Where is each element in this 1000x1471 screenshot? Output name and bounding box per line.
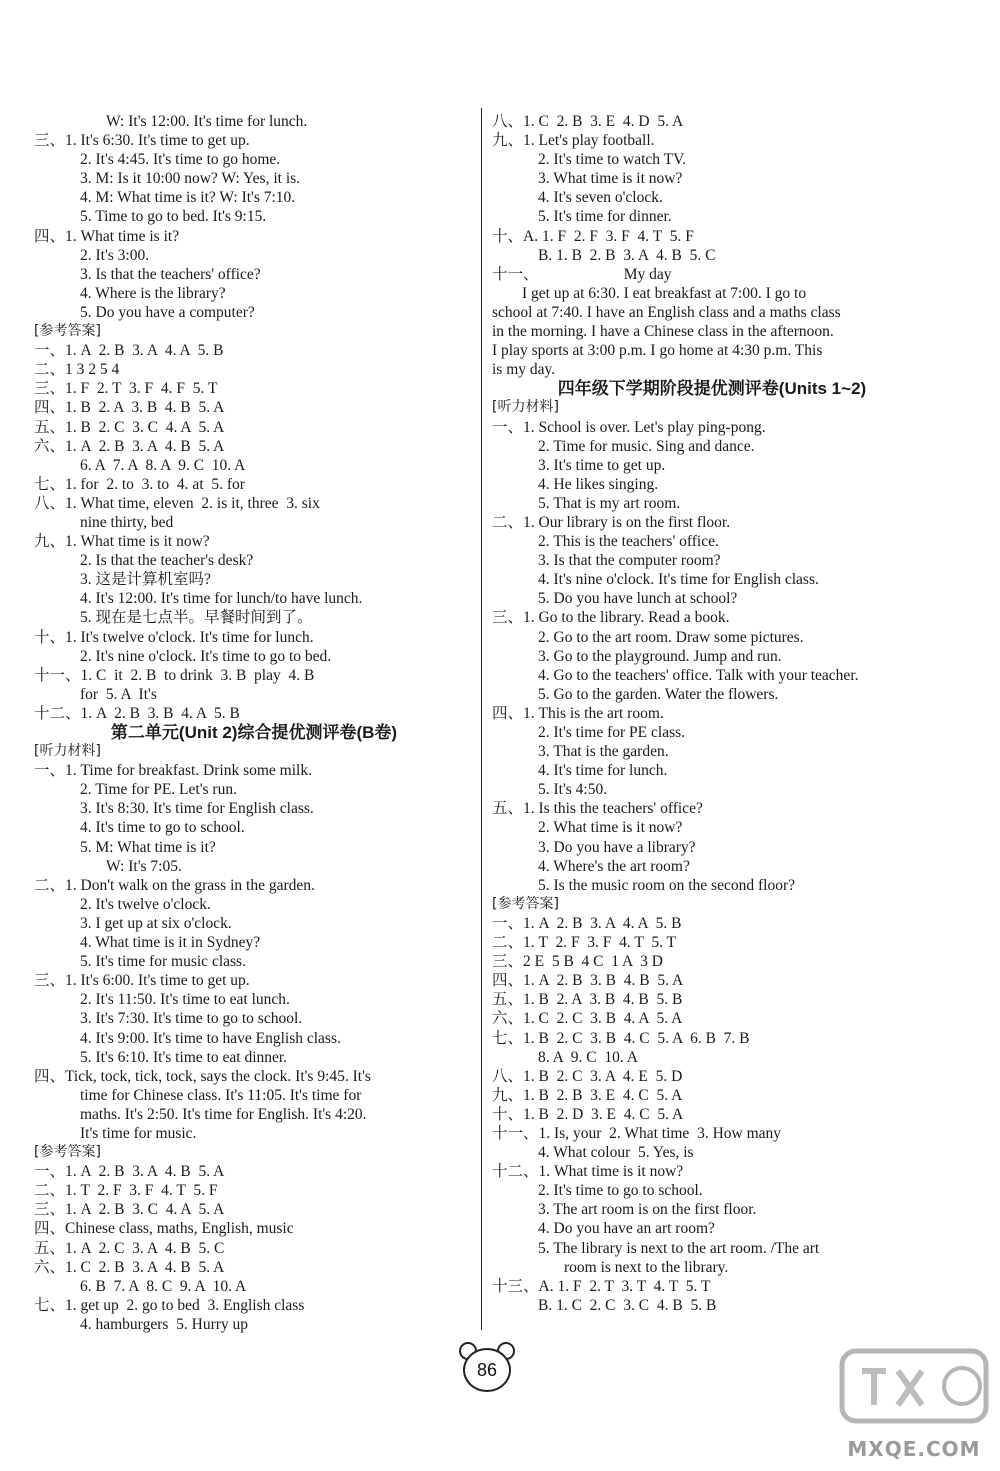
right-column xyxy=(492,112,932,1315)
right-column-line: 十二、1. What time is it now? xyxy=(492,1163,684,1181)
left-column-line: 六、1. C 2. B 3. A 4. B 5. A xyxy=(34,1258,225,1276)
right-column-line: 四、1. A 2. B 3. B 4. B 5. A xyxy=(492,972,684,990)
right-column-line: 3. The art room is on the first floor. xyxy=(538,1201,757,1219)
right-column-line: 3. Do you have a library? xyxy=(538,838,696,856)
right-column-line: 5. It's time for dinner. xyxy=(538,208,672,226)
right-column-line: 3. Is that the computer room? xyxy=(538,552,721,570)
right-column-line: 八、1. B 2. C 3. A 4. E 5. D xyxy=(492,1067,683,1085)
left-column-line: It's time for music. xyxy=(80,1124,197,1142)
left-column-line: 七、1. get up 2. go to bed 3. English class xyxy=(34,1296,305,1314)
right-column-line: 五、1. B 2. A 3. B 4. B 5. B xyxy=(492,991,683,1009)
left-column-line: 6. B 7. A 8. C 9. A 10. A xyxy=(80,1277,247,1295)
left-column-line: 3. Is that the teachers' office? xyxy=(80,265,261,283)
left-column-line: time for Chinese class. It's 11:05. It's time for xyxy=(80,1086,362,1104)
left-column-line: 2. Is that the teacher's desk? xyxy=(80,552,254,570)
right-column-line: 3. That is the garden. xyxy=(538,743,669,761)
right-column-line: 2. Time for music. Sing and dance. xyxy=(538,437,755,455)
left-column-line: 五、1. A 2. C 3. A 4. B 5. C xyxy=(34,1239,225,1257)
left-column-line: 四、Chinese class, maths, English, music xyxy=(34,1220,294,1238)
left-column-line: 5. It's time for music class. xyxy=(80,953,246,971)
left-column-line: 6. A 7. A 8. A 9. C 10. A xyxy=(80,456,246,474)
right-column-line: 5. Do you have lunch at school? xyxy=(538,590,738,608)
right-column-line: 一、1. A 2. B 3. A 4. A 5. B xyxy=(492,914,682,932)
right-column-line: 三、2 E 5 B 4 C 1 A 3 D xyxy=(492,953,663,971)
left-column-line: 3. I get up at six o'clock. xyxy=(80,914,232,932)
right-column-line: 一、1. School is over. Let's play ping-pong. xyxy=(492,418,766,436)
left-column-line: 五、1. B 2. C 3. C 4. A 5. A xyxy=(34,418,225,436)
right-column-line: 2. It's time for PE class. xyxy=(538,724,686,741)
right-column-line: in the morning. I have a Chinese class in the afternoon. xyxy=(492,323,834,341)
right-column-line: 2. Go to the art room. Draw some pictures. xyxy=(538,628,804,646)
left-column-line: 2. It's 3:00. xyxy=(80,246,150,264)
watermark-text: MXQE.COM xyxy=(847,1437,981,1461)
watermark-logo-icon xyxy=(834,1341,994,1436)
right-column-line: 四年级下学期阶段提优测评卷(Units 1~2) xyxy=(557,379,867,399)
left-column-line: 七、1. for 2. to 3. to 4. at 5. for xyxy=(34,475,245,493)
left-column xyxy=(34,112,474,1334)
left-column-line: 3. 这是计算机室吗? xyxy=(80,571,211,589)
left-column-line: 三、1. It's 6:00. It's time to get up. xyxy=(34,972,250,990)
right-column-line: 七、1. B 2. C 3. B 4. C 5. A 6. B 7. B xyxy=(492,1029,750,1047)
right-column-line: [听力材料] xyxy=(492,399,559,416)
column-divider xyxy=(481,108,482,1330)
left-column-line: W: It's 12:00. It's time for lunch. xyxy=(106,113,308,130)
left-column-line: 一、1. A 2. B 3. A 4. B 5. A xyxy=(34,1163,225,1181)
left-column-line: 二、1. T 2. F 3. F 4. T 5. F xyxy=(34,1182,218,1200)
right-column-line: 九、1. B 2. B 3. E 4. C 5. A xyxy=(492,1086,683,1104)
left-column-line: 一、1. Time for breakfast. Drink some milk. xyxy=(34,762,312,780)
left-column-line: 2. Time for PE. Let's run. xyxy=(80,781,237,799)
left-column-line: for 5. A It's xyxy=(80,685,157,703)
page-number-badge xyxy=(455,1340,517,1396)
left-column-line: 四、1. B 2. A 3. B 4. B 5. A xyxy=(34,399,225,417)
right-column-line: 二、1. Our library is on the first floor. xyxy=(492,513,731,531)
left-column-line: 十二、1. A 2. B 3. B 4. A 5. B xyxy=(34,704,240,722)
right-column-line: 3. Go to the playground. Jump and run. xyxy=(538,647,782,665)
left-column-line: nine thirty, bed xyxy=(80,513,174,531)
left-column-line: 3. It's 8:30. It's time for English class. xyxy=(80,800,314,818)
left-column-line: 2. It's 11:50. It's time to eat lunch. xyxy=(80,991,290,1009)
left-column-line: 4. Where is the library? xyxy=(80,284,226,302)
left-column-line: 二、1. Don't walk on the grass in the garden. xyxy=(34,876,315,894)
left-column-line: 一、1. A 2. B 3. A 4. A 5. B xyxy=(34,342,224,360)
right-column-line: 三、1. Go to the library. Read a book. xyxy=(492,609,730,627)
left-column-line: 三、1. It's 6:30. It's time to get up. xyxy=(34,132,250,150)
watermark-logo xyxy=(834,1341,994,1461)
right-column-line: 二、1. T 2. F 3. F 4. T 5. T xyxy=(492,934,677,952)
left-column-line: 三、1. F 2. T 3. F 4. F 5. T xyxy=(34,380,218,398)
right-column-line: is my day. xyxy=(492,361,556,379)
left-column-line: 四、Tick, tock, tick, tock, says the clock. It's 9:45. It's xyxy=(34,1067,371,1085)
right-column-line: 5. Is the music room on the second floor? xyxy=(538,876,795,894)
left-column-line: 4. It's 9:00. It's time to have English class. xyxy=(80,1029,341,1047)
left-column-line: 十、1. It's twelve o'clock. It's time for lunch. xyxy=(34,628,314,646)
left-column-line: 六、1. A 2. B 3. A 4. B 5. A xyxy=(34,437,225,455)
page-number: 86 xyxy=(463,1348,511,1392)
left-column-line: 4. It's 12:00. It's time for lunch/to have lunch. xyxy=(80,590,363,608)
left-column-line: 4. It's time to go to school. xyxy=(80,819,245,837)
right-column-line: 2. This is the teachers' office. xyxy=(538,533,719,551)
left-column-line: [参考答案] xyxy=(34,1144,101,1161)
right-column-line: [参考答案] xyxy=(492,895,559,912)
left-column-line: 3. It's 7:30. It's time to go to school. xyxy=(80,1010,303,1028)
right-column-line: 4. He likes singing. xyxy=(538,475,659,493)
right-column-line: 4. Go to the teachers' office. Talk with your teacher. xyxy=(538,666,859,684)
left-column-line: 4. hamburgers 5. Hurry up xyxy=(80,1315,249,1333)
right-column-line: 十一、1. Is, your 2. What time 3. How many xyxy=(492,1124,782,1142)
right-column-line: room is next to the library. xyxy=(564,1258,729,1276)
left-column-line: 4. M: What time is it? W: It's 7:10. xyxy=(80,189,296,207)
left-column-line: 二、1 3 2 5 4 xyxy=(34,361,120,379)
left-column-line: 2. It's 4:45. It's time to go home. xyxy=(80,151,281,169)
left-column-line: [听力材料] xyxy=(34,743,101,760)
left-column-line: maths. It's 2:50. It's time for English. It's 4:20. xyxy=(80,1105,367,1123)
right-column-line: B. 1. B 2. B 3. A 4. B 5. C xyxy=(538,246,716,264)
right-column-line: 2. What time is it now? xyxy=(538,819,683,837)
right-column-line: 4. Where's the art room? xyxy=(538,857,690,875)
left-column-line: W: It's 7:05. xyxy=(106,857,182,875)
left-column-line: [参考答案] xyxy=(34,323,101,340)
left-column-line: 九、1. What time is it now? xyxy=(34,533,210,551)
right-column-line: 4. It's time for lunch. xyxy=(538,762,668,780)
right-column-line: school at 7:40. I have an English class and a maths class xyxy=(492,303,841,321)
right-column-line: 4. What colour 5. Yes, is xyxy=(538,1144,694,1162)
left-column-line: 5. Do you have a computer? xyxy=(80,303,255,321)
right-column-line: 十三、A. 1. F 2. T 3. T 4. T 5. T xyxy=(492,1277,711,1295)
right-column-line: 2. It's time to go to school. xyxy=(538,1182,703,1200)
right-column-line: 5. Go to the garden. Water the flowers. xyxy=(538,685,779,703)
left-column-line: 三、1. A 2. B 3. C 4. A 5. A xyxy=(34,1201,225,1219)
right-column-line: 十一、 My day xyxy=(492,265,672,283)
right-column-line: 4. It's seven o'clock. xyxy=(538,189,663,207)
right-column-line: 十、1. B 2. D 3. E 4. C 5. A xyxy=(492,1105,684,1123)
right-column-line: I play sports at 3:00 p.m. I go home at 4:30 p.m. This xyxy=(492,342,823,360)
right-column-line: 2. It's time to watch TV. xyxy=(538,151,687,169)
left-column-line: 3. M: Is it 10:00 now? W: Yes, it is. xyxy=(80,170,301,188)
left-column-line: 5. M: What time is it? xyxy=(80,838,216,856)
left-column-line: 十一、1. C it 2. B to drink 3. B play 4. B xyxy=(34,666,315,684)
right-column-line: 九、1. Let's play football. xyxy=(492,132,655,150)
right-column-line: 8. A 9. C 10. A xyxy=(538,1048,638,1066)
right-column-line: 五、1. Is this the teachers' office? xyxy=(492,800,703,818)
right-column-line: 5. That is my art room. xyxy=(538,494,681,512)
left-column-line: 5. It's 6:10. It's time to eat dinner. xyxy=(80,1048,288,1066)
right-column-line: B. 1. C 2. C 3. C 4. B 5. B xyxy=(538,1296,717,1314)
left-column-line: 5. 现在是七点半。早餐时间到了。 xyxy=(80,609,313,627)
left-column-line: 2. It's nine o'clock. It's time to go to bed. xyxy=(80,647,332,665)
right-column-line: I get up at 6:30. I eat breakfast at 7:00. I go to xyxy=(522,284,807,302)
left-column-line: 八、1. What time, eleven 2. is it, three 3. six xyxy=(34,494,320,512)
right-column-line: 5. It's 4:50. xyxy=(538,781,608,799)
right-column-line: 4. Do you have an art room? xyxy=(538,1220,715,1238)
right-column-line: 3. What time is it now? xyxy=(538,170,683,188)
left-column-line: 第二单元(Unit 2)综合提优测评卷(B卷) xyxy=(110,723,398,742)
right-column-line: 十、A. 1. F 2. F 3. F 4. T 5. F xyxy=(492,227,694,245)
right-column-line: 四、1. This is the art room. xyxy=(492,704,664,722)
right-column-line: 3. It's time to get up. xyxy=(538,456,666,474)
left-column-line: 2. It's twelve o'clock. xyxy=(80,895,211,913)
left-column-line: 5. Time to go to bed. It's 9:15. xyxy=(80,208,267,226)
right-column-line: 六、1. C 2. C 3. B 4. A 5. A xyxy=(492,1010,683,1028)
right-column-line: 八、1. C 2. B 3. E 4. D 5. A xyxy=(492,113,684,130)
right-column-line: 5. The library is next to the art room. /The art xyxy=(538,1239,820,1257)
left-column-line: 4. What time is it in Sydney? xyxy=(80,934,261,952)
right-column-line: 4. It's nine o'clock. It's time for English class. xyxy=(538,571,819,589)
left-column-line: 四、1. What time is it? xyxy=(34,227,180,245)
